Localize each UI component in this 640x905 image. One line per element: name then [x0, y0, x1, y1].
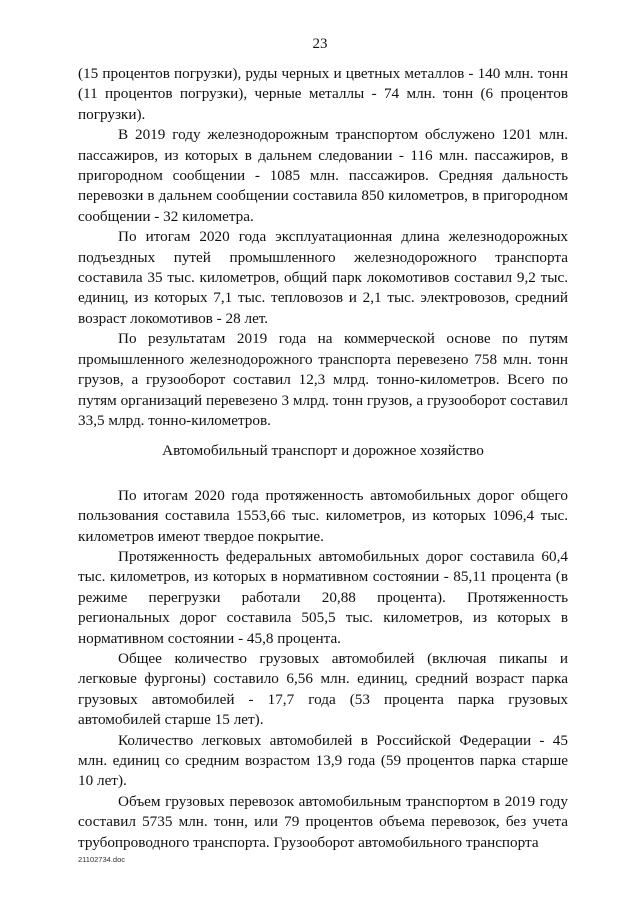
paragraph: По результатам 2019 года на коммерческой основе по путям промышленного железнодорожного транспорта перевезено 758 млн. тонн грузов, а грузооборот составил 12,3 млрд. тонно-километров. Всего по путям организаций перевезено 3 млрд. тонн грузов, а грузооборот составил 33,5 млрд. тонно-километров. — [78, 330, 568, 429]
paragraph: По итогам 2020 года протяженность автомобильных дорог общего пользования составила 1553,66 тыс. километров, из которых 1096,4 тыс. километров имеют твердое покрытие. — [78, 486, 568, 545]
paragraph: Протяженность федеральных автомобильных дорог составила 60,4 тыс. километров, из которых в нормативном состоянии - 85,11 процента (в режиме перегрузки работали 20,88 процента). Протяженность региональных дорог составила 505,5 тыс. километров, из которых в нормативном состоянии - 45,8 процента. — [78, 547, 568, 647]
document-body — [78, 64, 568, 853]
paragraph: Объем грузовых перевозок автомобильным транспортом в 2019 году составил 5735 млн. тонн, или 79 процентов объема перевозок, без учета трубопроводного транспорта. Грузооборот автомобильного транспорта — [78, 792, 568, 851]
paragraph: В 2019 году железнодорожным транспортом обслужено 1201 млн. пассажиров, из которых в дальнем следовании - 116 млн. пассажиров, в пригородном сообщении - 1085 млн. пассажиров. Средняя дальность перевозки в дальнем сообщении составила 850 километров, в пригородном сообщении - 32 километра. — [78, 126, 568, 225]
paragraph: Количество легковых автомобилей в Российской Федерации - 45 млн. единиц со средним возрастом 13,9 года (59 процентов парка старше 10 лет). — [78, 731, 568, 790]
section-heading: Автомобильный транспорт и дорожное хозяйство — [162, 442, 484, 460]
page-number: 23 — [312, 36, 328, 52]
paragraph: По итогам 2020 года эксплуатационная длина железнодорожных подъездных путей промышленного железнодорожного транспорта составила 35 тыс. километров, общий парк локомотивов составил 9,2 тыс. единиц, из которых 7,1 тыс. тепловозов и 2,1 тыс. электровозов, средний возраст локомотивов - 28 лет. — [78, 228, 568, 327]
paragraph: (15 процентов погрузки), руды черных и цветных металлов - 140 млн. тонн (11 процентов погрузки), черные металлы - 74 млн. тонн (6 процентов погрузки). — [78, 65, 568, 123]
paragraph: Общее количество грузовых автомобилей (включая пикапы и легковые фургоны) составило 6,56 млн. единиц, средний возраст парка грузовых автомобилей - 17,7 года (53 процента парка грузовых автомобилей старше 15 лет). — [78, 649, 568, 729]
file-name-footer: 21102734.doc — [78, 855, 125, 864]
